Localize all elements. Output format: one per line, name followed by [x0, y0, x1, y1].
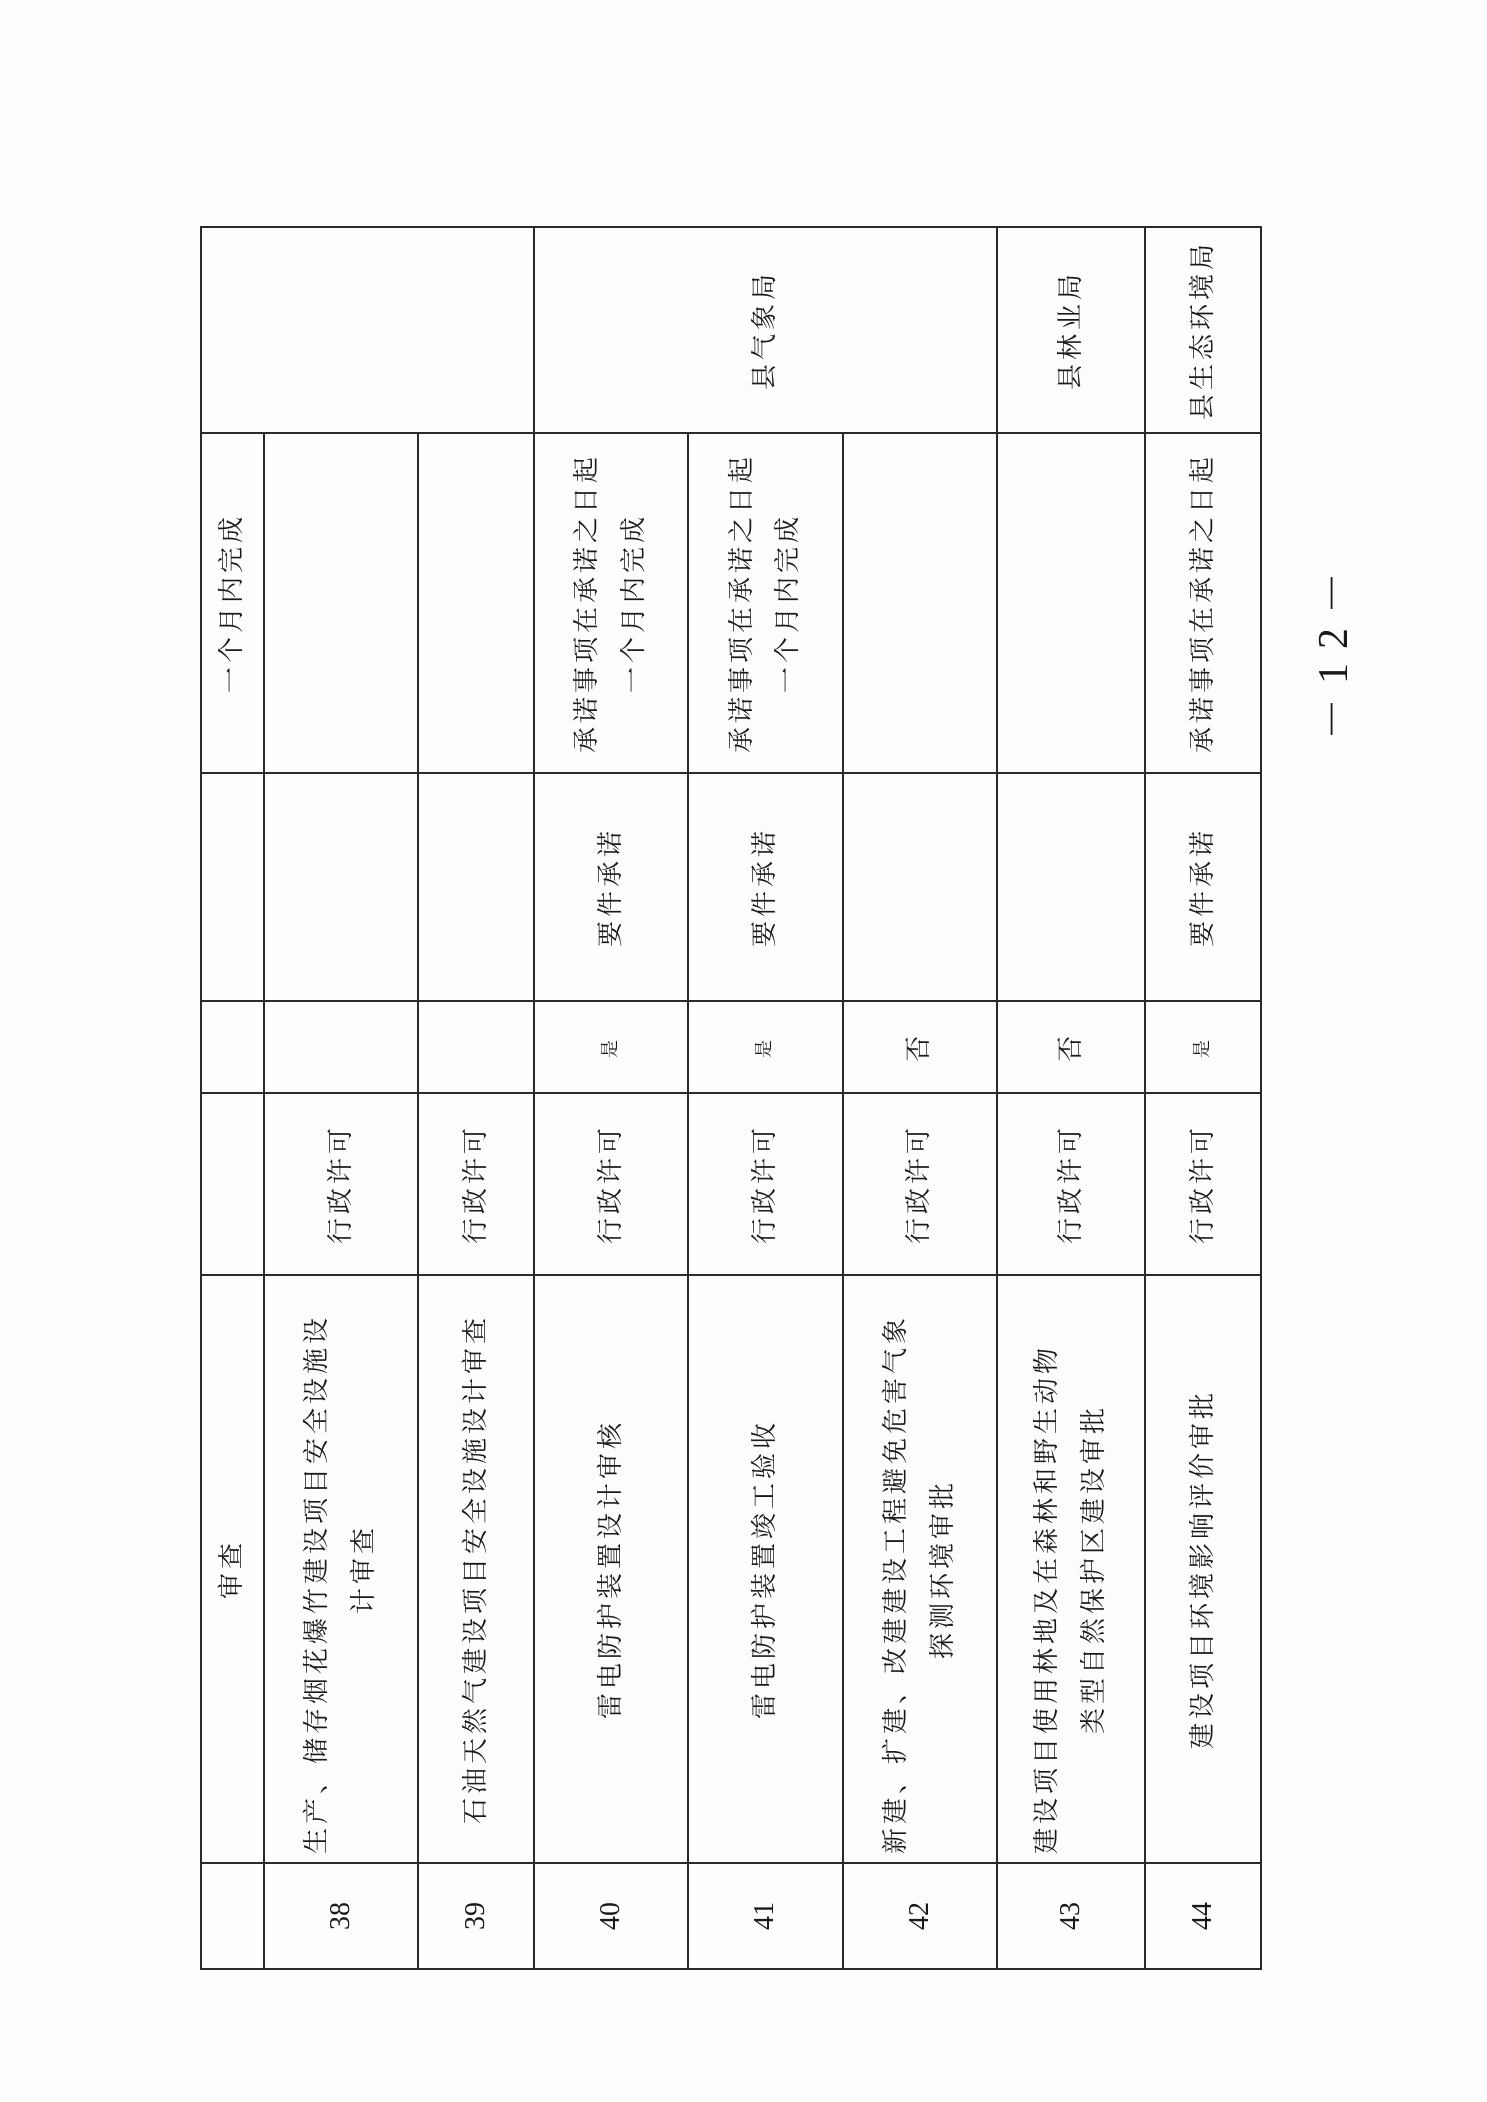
cell-deadline	[418, 433, 534, 773]
cell-department: 县气象局	[534, 227, 997, 433]
cell-no: 39	[418, 1863, 534, 1969]
cell-no: 40	[534, 1863, 688, 1969]
cell-mode	[201, 773, 264, 1001]
cell-type: 行政许可	[688, 1093, 842, 1275]
cell-department: 县生态环境局	[1145, 227, 1261, 433]
name-line: 类型自然保护区建设审批	[1079, 1404, 1110, 1735]
cell-type: 行政许可	[534, 1093, 688, 1275]
cell-mode	[843, 773, 997, 1001]
deadline-line: 承诺事项在承诺之日起	[572, 453, 603, 754]
deadline-line: 一个月内完成	[619, 513, 650, 694]
cell-no: 42	[843, 1863, 997, 1969]
cell-name: 建设项目环境影响评价审批	[1145, 1275, 1261, 1863]
deadline-line: 承诺事项在承诺之日起	[726, 453, 757, 754]
cell-name	[997, 1275, 1145, 1863]
cell-deadline: 承诺事项在承诺之日起	[1145, 433, 1261, 773]
table-row	[534, 227, 688, 1969]
name-line: 新建、扩建、改建建设工程避免危害气象	[881, 1313, 912, 1854]
cell-type: 行政许可	[418, 1093, 534, 1275]
cell-flag: 是	[688, 1001, 842, 1093]
table-row	[688, 227, 842, 1969]
cell-deadline	[997, 433, 1145, 773]
name-line: 计审查	[349, 1524, 380, 1615]
cell-name	[843, 1275, 997, 1863]
cell-name: 石油天然气建设项目安全设施设计审查	[418, 1275, 534, 1863]
name-line: 探测环境审批	[927, 1479, 958, 1660]
cell-no: 41	[688, 1863, 842, 1969]
cell-mode: 要件承诺	[534, 773, 688, 1001]
cell-type	[201, 1093, 264, 1275]
cell-type: 行政许可	[843, 1093, 997, 1275]
table-row	[1145, 227, 1261, 1969]
cell-name	[264, 1275, 418, 1863]
table-row	[264, 227, 418, 1969]
cell-flag: 是	[534, 1001, 688, 1093]
table-row	[843, 227, 997, 1969]
cell-deadline	[688, 433, 842, 773]
table-wrapper	[200, 228, 1262, 1970]
cell-type: 行政许可	[997, 1093, 1145, 1275]
cell-deadline: 一个月内完成	[201, 433, 264, 773]
page-number: －12－	[1311, 557, 1357, 740]
cell-flag	[418, 1001, 534, 1093]
cell-flag: 否	[843, 1001, 997, 1093]
cell-flag: 是	[1145, 1001, 1261, 1093]
cell-no: 44	[1145, 1863, 1261, 1969]
cell-deadline	[264, 433, 418, 773]
cell-no: 38	[264, 1863, 418, 1969]
cell-mode	[997, 773, 1145, 1001]
cell-department: 县林业局	[997, 227, 1145, 433]
cell-name: 审查	[201, 1275, 264, 1863]
cell-no	[201, 1863, 264, 1969]
cell-type: 行政许可	[264, 1093, 418, 1275]
cell-mode	[418, 773, 534, 1001]
cell-mode: 要件承诺	[688, 773, 842, 1001]
cell-name: 雷电防护装置竣工验收	[688, 1275, 842, 1863]
table-row	[201, 227, 264, 1969]
cell-flag	[264, 1001, 418, 1093]
deadline-line: 一个月内完成	[773, 513, 804, 694]
table-row	[997, 227, 1145, 1969]
cell-flag	[201, 1001, 264, 1093]
table-row	[418, 227, 534, 1969]
cell-name: 雷电防护装置设计审核	[534, 1275, 688, 1863]
cell-mode	[264, 773, 418, 1001]
cell-deadline	[534, 433, 688, 773]
name-line: 生产、储存烟花爆竹建设项目安全设施设	[302, 1313, 333, 1854]
cell-deadline	[843, 433, 997, 773]
cell-type: 行政许可	[1145, 1093, 1261, 1275]
matters-table	[200, 226, 1262, 1970]
rotated-table-container	[200, 228, 1262, 1970]
name-line: 建设项目使用林地及在森林和野生动物	[1032, 1343, 1063, 1854]
cell-flag: 否	[997, 1001, 1145, 1093]
cell-department-blank	[201, 227, 534, 433]
cell-no: 43	[997, 1863, 1145, 1969]
cell-mode: 要件承诺	[1145, 773, 1261, 1001]
